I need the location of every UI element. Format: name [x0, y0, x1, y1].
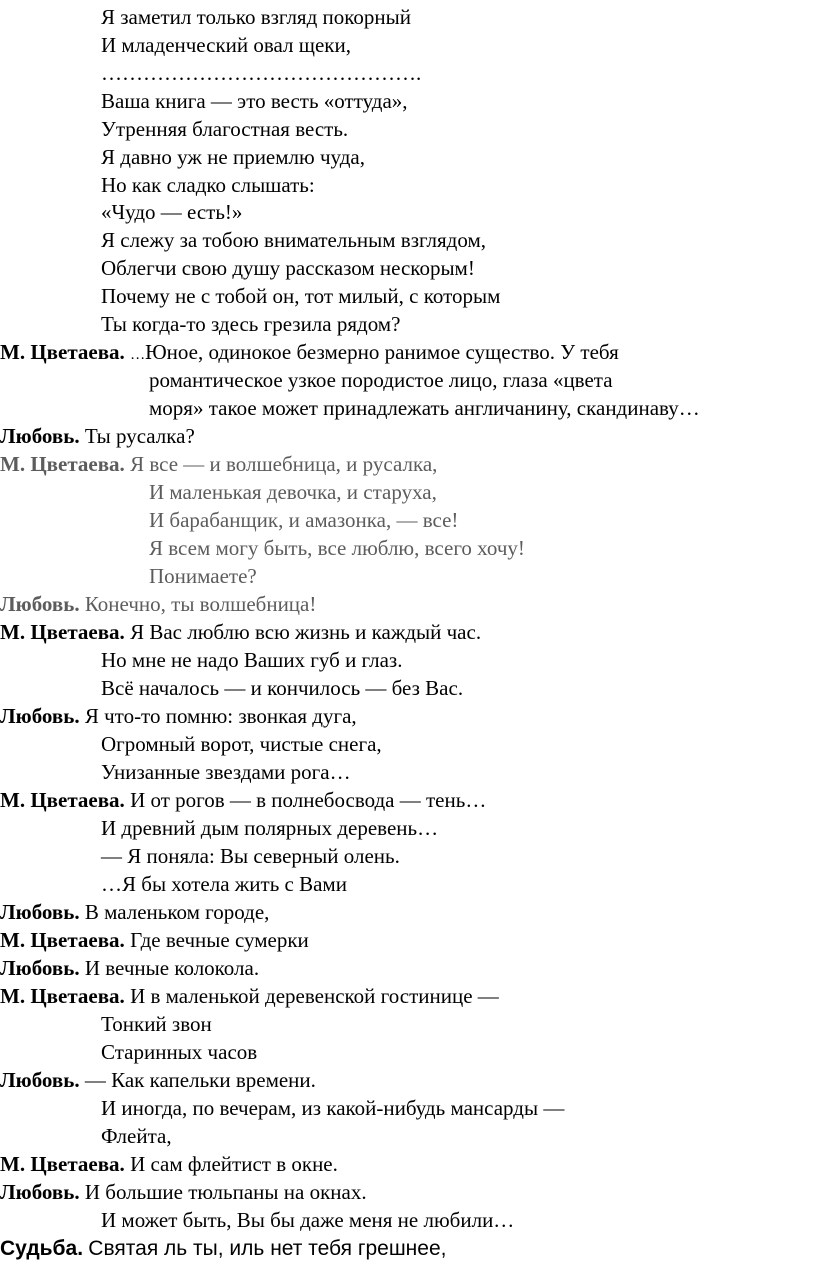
- speaker-name: Любовь.: [0, 1180, 80, 1204]
- dialogue-continuation: Старинных часов: [101, 1040, 258, 1064]
- speaker-name: М. Цветаева.: [0, 984, 125, 1008]
- verse-line: Ваша книга — это весть «оттуда»,: [101, 89, 408, 113]
- dialogue-continuation: Но мне не надо Ваших губ и глаз.: [101, 648, 403, 672]
- dialogue-continuation: Всё началось — и кончилось — без Вас.: [101, 676, 464, 700]
- dialogue-line: М. Цветаева. И сам флейтист в окне.: [0, 1152, 338, 1176]
- dialogue-continuation: …Я бы хотела жить с Вами: [101, 872, 347, 896]
- dialogue-line: М. Цветаева. Я все — и волшебница, и русалка,: [0, 452, 438, 476]
- dialogue-continuation: Флейта,: [101, 1124, 172, 1148]
- speaker-name: М. Цветаева.: [0, 452, 125, 476]
- verse-line: Я слежу за тобою внимательным взглядом,: [101, 228, 487, 252]
- dialogue-continuation: — Я поняла: Вы северный олень.: [101, 844, 400, 868]
- speaker-name: М. Цветаева.: [0, 1152, 125, 1176]
- verse-line: «Чудо — есть!»: [101, 200, 243, 224]
- verse-line: Утренняя благостная весть.: [101, 117, 349, 141]
- speaker-name: Любовь.: [0, 704, 80, 728]
- dialogue-line: Любовь. — Как капельки времени.: [0, 1068, 316, 1092]
- speaker-name: Любовь.: [0, 1068, 80, 1092]
- dialogue-line: Любовь. Я что-то помню: звонкая дуга,: [0, 704, 357, 728]
- dialogue-continuation: И иногда, по вечерам, из какой-нибудь мансарды —: [101, 1096, 565, 1120]
- dialogue-continuation: моря» такое может принадлежать англичанину, скандинаву…: [149, 396, 700, 420]
- verse-line: Я давно уж не приемлю чуда,: [101, 145, 365, 169]
- dialogue-continuation: И барабанщик, и амазонка, — все!: [149, 508, 459, 532]
- dialogue-line: М. Цветаева. …Юное, одинокое безмерно ранимое существо. У тебя: [0, 340, 619, 364]
- dialogue-line: Любовь. В маленьком городе,: [0, 900, 270, 924]
- speaker-name: М. Цветаева.: [0, 928, 125, 952]
- speaker-name: Любовь.: [0, 956, 80, 980]
- speaker-name: Любовь.: [0, 424, 80, 448]
- dialogue-continuation: И может быть, Вы бы даже меня не любили…: [101, 1208, 515, 1232]
- dialogue-line: Любовь. Конечно, ты волшебница!: [0, 592, 317, 616]
- verse-line: Облегчи свою душу рассказом нескорым!: [101, 256, 475, 280]
- dialogue-continuation: И маленькая девочка, и старуха,: [149, 480, 437, 504]
- dialogue-line: Любовь. Ты русалка?: [0, 424, 195, 448]
- speaker-name: Судьба.: [0, 1237, 84, 1260]
- dialogue-continuation: Унизанные звездами рога…: [101, 760, 351, 784]
- speaker-name: Любовь.: [0, 592, 80, 616]
- dialogue-line: М. Цветаева. И от рогов — в полнебосвода — тень…: [0, 788, 487, 812]
- dialogue-continuation: Огромный ворот, чистые снега,: [101, 732, 382, 756]
- speaker-name: М. Цветаева.: [0, 788, 125, 812]
- verse-line: Почему не с тобой он, тот милый, с которым: [101, 284, 501, 308]
- dialogue-continuation: Я всем могу быть, все люблю, всего хочу!: [149, 536, 525, 560]
- verse-line: Но как сладко слышать:: [101, 173, 315, 197]
- verse-line: Я заметил только взгляд покорный: [101, 5, 411, 29]
- dialogue-line: Любовь. И вечные колокола.: [0, 956, 260, 980]
- dialogue-continuation: романтическое узкое породистое лицо, глаза «цвета: [149, 368, 613, 392]
- verse-line: Ты когда-то здесь грезила рядом?: [101, 312, 401, 336]
- ellipsis-line: ……………………………………….: [101, 61, 422, 85]
- dialogue-line: М. Цветаева. И в маленькой деревенской гостинице —: [0, 984, 499, 1008]
- dialogue-line: М. Цветаева. Где вечные сумерки: [0, 928, 309, 952]
- dialogue-continuation: Понимаете?: [149, 564, 257, 588]
- verse-line: И младенческий овал щеки,: [101, 33, 351, 57]
- dialogue-continuation: И древний дым полярных деревень…: [101, 816, 439, 840]
- speaker-name: М. Цветаева.: [0, 340, 125, 364]
- speaker-name: М. Цветаева.: [0, 620, 125, 644]
- dialogue-line: Любовь. И большие тюльпаны на окнах.: [0, 1180, 367, 1204]
- ellipsis-prefix: …: [130, 347, 146, 363]
- speaker-name: Любовь.: [0, 900, 80, 924]
- dialogue-line: Судьба. Святая ль ты, иль нет тебя грешнее,: [0, 1237, 447, 1260]
- dialogue-line: М. Цветаева. Я Вас люблю всю жизнь и каждый час.: [0, 620, 482, 644]
- dialogue-continuation: Тонкий звон: [101, 1012, 212, 1036]
